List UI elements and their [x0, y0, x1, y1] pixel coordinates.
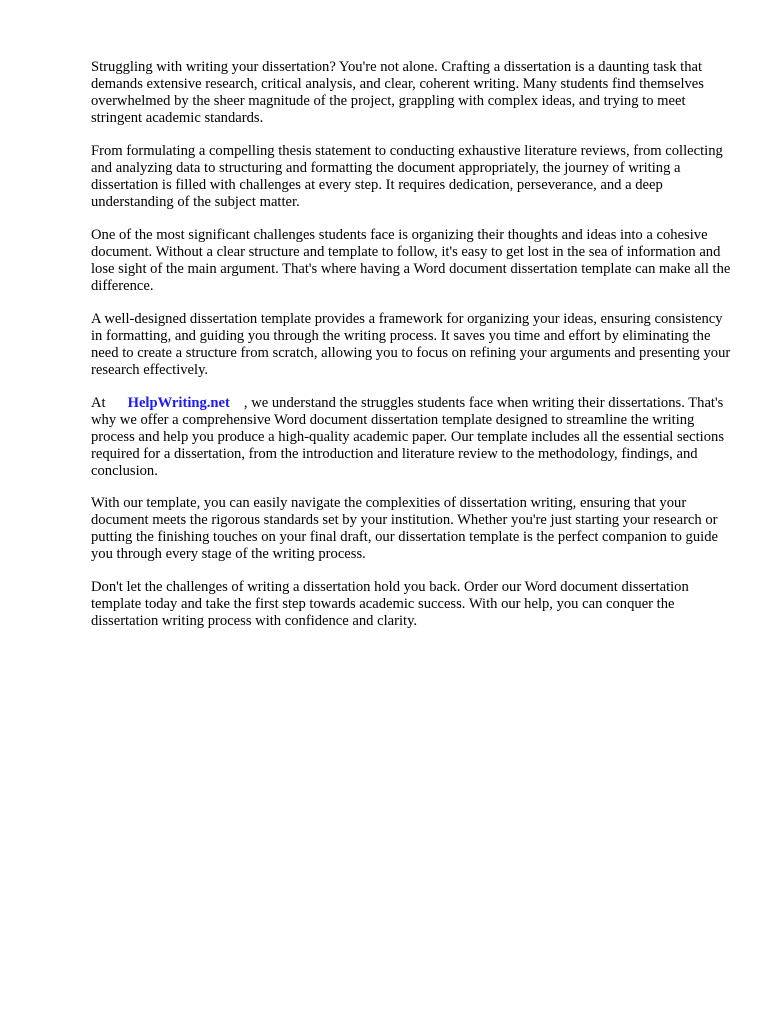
paragraph-challenges: From formulating a compelling thesis statement to conducting exhaustive literature reviews, from collecting and analyzing data to structuring and formatting the document appropriately, the journey of writing a dissertation is filled with challenges at every step. It requires dedication, perseverance, and a deep understanding of the subject matter. [91, 143, 723, 210]
paragraph-call-to-action: Don't let the challenges of writing a dissertation hold you back. Order our Word document dissertation template today and take the first step towards academic success. With our help, you can conquer the dissertation writing process with confidence and clarity. [91, 579, 689, 629]
document-page [91, 59, 731, 646]
paragraph-intro: Struggling with writing your dissertation? You're not alone. Crafting a dissertation is a daunting task that demands extensive research, critical analysis, and clear, coherent writing. Many students find themselves overwhelmed by the sheer magnitude of the project, grappling with complex ideas, and trying to meet stringent academic standards. [91, 59, 704, 126]
paragraph-helpwriting [91, 395, 731, 480]
paragraph-template-benefits: A well-designed dissertation template provides a framework for organizing your ideas, ensuring consistency in formatting, and guiding you through the writing process. It saves you time and effort by eliminating the need to create a structure from scratch, allowing you to focus on refining your arguments and presenting your research effectively. [91, 311, 731, 378]
paragraph-organizing: One of the most significant challenges students face is organizing their thoughts and ideas into a cohesive document. Without a clear structure and template to follow, it's easy to get lost in the sea of information and lose sight of the main argument. That's where having a Word document dissertation template can make all the difference. [91, 227, 731, 294]
paragraph-suffix: , we understand the struggles students face when writing their dissertations. That's why we offer a comprehensive Word document dissertation template designed to streamline the writing process and help you produce a high-quality academic paper. Our template includes all the essential sections required for a dissertation, from the introduction and literature review to the methodology, findings, and conclusion. [91, 395, 724, 479]
paragraph-prefix: At [91, 395, 106, 411]
paragraph-navigate: With our template, you can easily navigate the complexities of dissertation writing, ensuring that your document meets the rigorous standards set by your institution. Whether you're just starting your research or putting the finishing touches on your final draft, our dissertation template is the perfect companion to guide you through every stage of the writing process. [91, 495, 718, 562]
helpwriting-link[interactable]: HelpWriting.net [127, 395, 230, 411]
